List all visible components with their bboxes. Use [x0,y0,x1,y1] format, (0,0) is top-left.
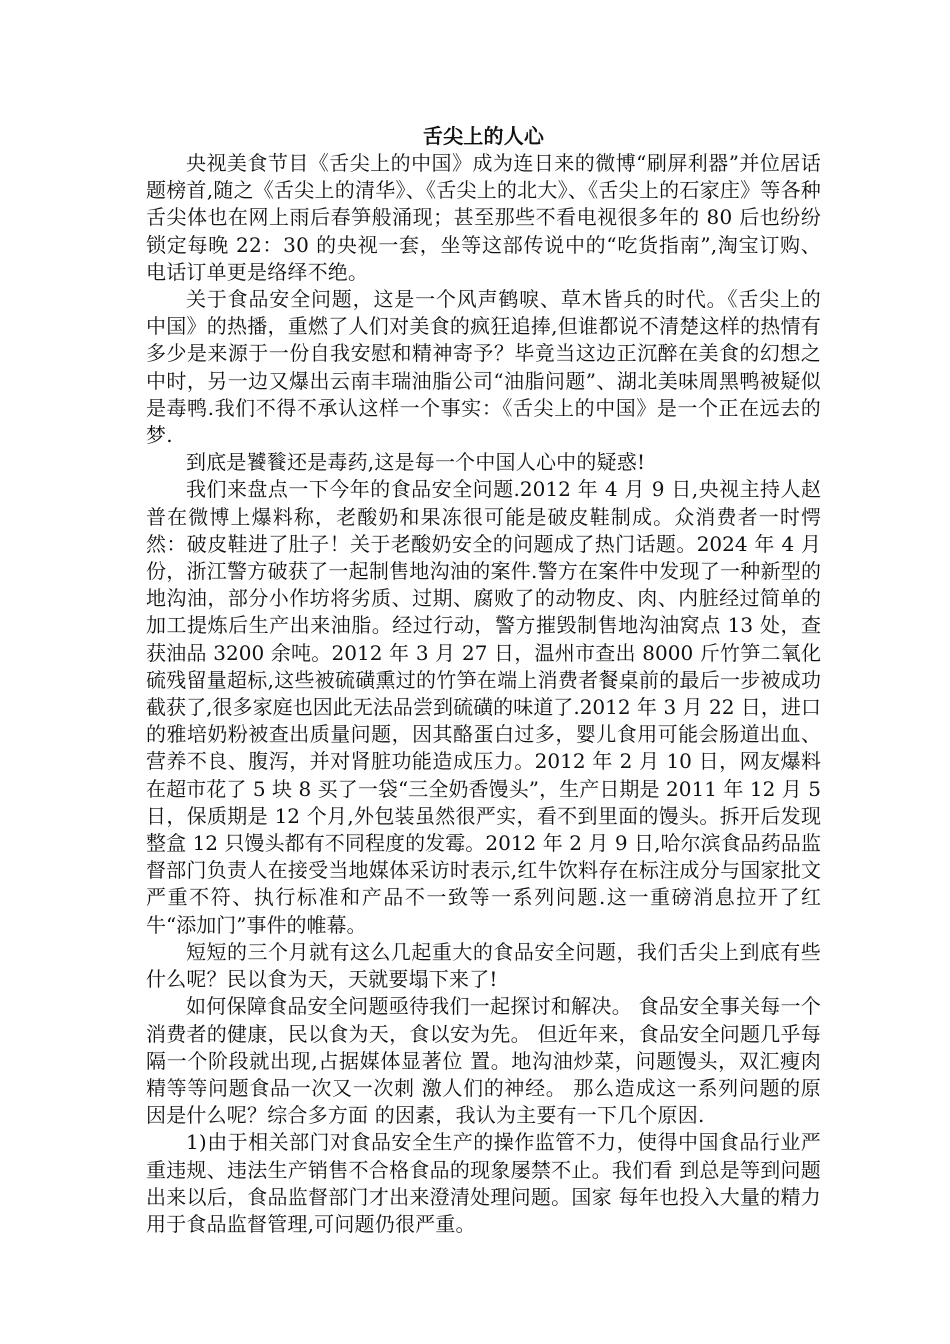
paragraph-reason-1: 1)由于相关部门对食品安全生产的操作监管不力，使得中国食品行业严重违规、违法生产销售不合格食品的现象屡禁不止。我们看 到总是等到问题出来以后，食品监督部门才出来澄清处理问题。国家 每年也投入大量的精力用于食品监督管理,可问题仍很严重。 [146,1130,821,1236]
paragraph-how-to-ensure: 如何保障食品安全问题亟待我们一起探讨和解决。 食品安全事关每一个消费者的健康，民以食为天，食以安为先。 但近年来，食品安全问题几乎每隔一个阶段就出现,占据媒体显著位 置。地沟油炒菜，问题馒头，双汇瘦肉精等等问题食品一次又一次刺 激人们的神经。 那么造成这一系列问题的原因是什么呢？综合多方面 的因素，我认为主要有一下几个原因. [146,994,821,1128]
paragraph-three-months: 短短的三个月就有这么几起重大的食品安全问题，我们舌尖上到底有些什么呢？民以食为天，天就要塌下来了! [146,939,821,992]
paragraph-food-safety-era: 关于食品安全问题，这是一个风声鹤唳、草木皆兵的时代。《舌尖上的中国》的热播，重燃了人们对美食的疯狂追捧,但谁都说不清楚这样的热情有多少是来源于一份自我安慰和精神寄予？毕竟当这边正沉醉在美食的幻想之中时，另一边又爆出云南丰瑞油脂公司“油脂问题”、湖北美味周黑鸭被疑似是毒鸭.我们不得不承认这样一个事实：《舌尖上的中国》是一个正在远去的梦. [146,287,821,448]
document-title: 舌尖上的人心 [422,124,545,148]
paragraph-intro: 央视美食节目《舌尖上的中国》成为连日来的微博“刷屏利器”并位居话题榜首,随之《舌尖上的清华》、《舌尖上的北大》、《舌尖上的石家庄》等各种舌尖体也在网上雨后春笋般涌现；甚至那些不看电视很多年的 80 后也纷纷锁定每晚 22：30 的央视一套，坐等这部传说中的“吃货指南”,淘宝订购、电话订单更是络绎不绝。 [146,151,821,284]
paragraph-incidents: 我们来盘点一下今年的食品安全问题.2012 年 4 月 9 日,央视主持人赵普在微博上爆料称，老酸奶和果冻很可能是破皮鞋制成。众消费者一时愕然：破皮鞋进了肚子！关于老酸奶安全的问题成了热门话题。2024 年 4 月份，浙江警方破获了一起制售地沟油的案件.警方在案件中发现了一种新型的地沟油，部分小作坊将劣质、过期、腐败了的动物皮、肉、内脏经过简单的加工提炼后生产出来油脂。经过行动，警方摧毁制售地沟油窝点 13 处，查获油品 3200 余吨。2012 年 3 月 27 日，温州市查出 8000 斤竹笋二氧化硫残留量超标,这些被硫磺熏过的竹笋在端上消费者餐桌前的最后一步被成功截获了,很多家庭也因此无法品尝到硫磺的味道了.2012 年 3 月 22 日，进口的雅培奶粉被查出质量问题，因其酪蛋白过多，婴儿食用可能会肠道出血、营养不良、腹泻，并对肾脏功能造成压力。2012 年 2 月 10 日，网友爆料在超市花了 5 块 8 买了一袋“三全奶香馒头”，生产日期是 2011 年 12 月 5 日，保质期是 12 个月,外包装虽然很严实，看不到里面的馒头。拆开后发现整盒 12 只馒头都有不同程度的发霉。2012 年 2 月 9 日,哈尔滨食品药品监督部门负责人在接受当地媒体采访时表示,红牛饮料存在标注成分与国家批文严重不符、执行标准和产品不一致等一系列问题.这一重磅消息拉开了红牛“添加门”事件的帷幕。 [146,477,821,937]
document-body [146,122,821,1238]
paragraph-question: 到底是饕餮还是毒药,这是每一个中国人心中的疑惑! [186,450,646,475]
